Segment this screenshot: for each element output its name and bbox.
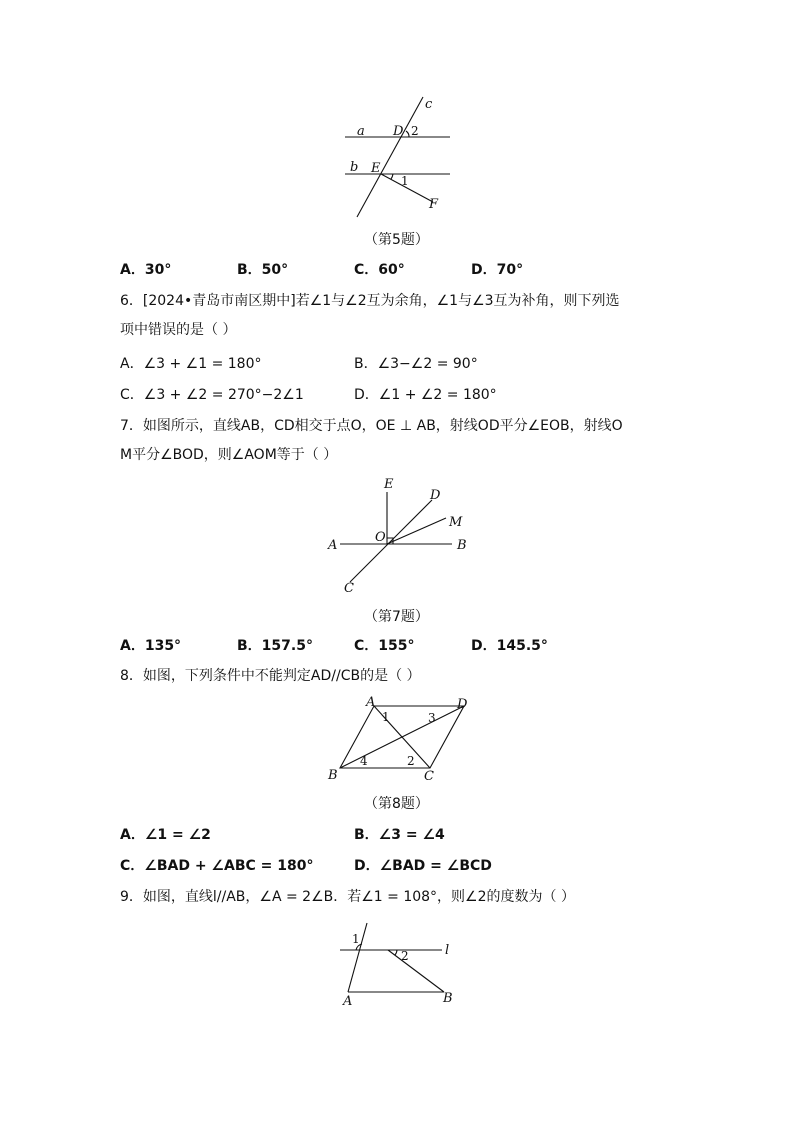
question-7-line1: 7．如图所示，直线AB，CD相交于点O，OE ⊥ AB，射线OD平分∠EOB，射线O: [120, 418, 623, 434]
option-b[interactable]: B．50°: [237, 262, 289, 278]
label-D: D: [393, 124, 404, 139]
question-6-line2: 项中错误的是（ ）: [120, 322, 237, 338]
label-b: b: [350, 160, 359, 175]
label-B: B: [457, 538, 467, 553]
question-7: [120, 412, 680, 470]
label-A: A: [328, 538, 338, 553]
figure-q7: [320, 474, 480, 599]
option-d[interactable]: D．70°: [471, 262, 524, 278]
question-9: [120, 883, 680, 912]
label-4: 4: [360, 754, 368, 768]
label-A: A: [366, 695, 376, 710]
label-l: l: [445, 943, 450, 958]
caption-q8: （第8题）: [364, 796, 429, 812]
question-6-line1: 6．[2024•青岛市南区期中]若∠1与∠2互为余角，∠1与∠3互为补角，则下列选: [120, 293, 620, 309]
option-b[interactable]: B．∠3 = ∠4: [354, 827, 445, 843]
label-2: 2: [407, 754, 415, 768]
label-C: C: [424, 769, 434, 784]
caption-q7: （第7题）: [364, 609, 429, 625]
question-8-line1: 8．如图，下列条件中不能判定AD//CB的是（ ）: [120, 668, 421, 684]
question-8: [120, 662, 680, 691]
option-c[interactable]: C．∠BAD + ∠ABC = 180°: [120, 858, 314, 874]
option-d[interactable]: D．∠BAD = ∠BCD: [354, 858, 492, 874]
angle-mark-1: [391, 174, 393, 179]
caption-q5: （第5题）: [364, 232, 429, 248]
option-a[interactable]: A．30°: [120, 262, 172, 278]
figure-q8: [320, 694, 480, 786]
option-a[interactable]: A．∠3 + ∠1 = 180°: [120, 356, 262, 372]
question-7-line2: M平分∠BOD，则∠AOM等于（ ）: [120, 447, 338, 463]
ray-OM: [387, 518, 446, 544]
label-F: F: [429, 197, 439, 212]
label-E: E: [384, 477, 394, 492]
question-9-line1: 9．如图，直线l//AB，∠A = 2∠B．若∠1 = 108°，则∠2的度数为（ ）: [120, 889, 575, 905]
label-B: B: [443, 991, 453, 1006]
label-2: 2: [411, 124, 419, 138]
option-c[interactable]: C．60°: [354, 262, 405, 278]
line-c: [357, 97, 423, 217]
option-d[interactable]: D．145.5°: [471, 638, 548, 654]
label-2: 2: [401, 949, 409, 963]
label-1: 1: [352, 932, 360, 946]
option-d[interactable]: D．∠1 + ∠2 = 180°: [354, 387, 497, 403]
label-3: 3: [428, 711, 436, 725]
angle-mark-2: [395, 950, 397, 955]
option-a[interactable]: A．∠1 = ∠2: [120, 827, 211, 843]
label-B: B: [328, 768, 338, 783]
option-c[interactable]: C．155°: [354, 638, 415, 654]
label-c: c: [425, 97, 433, 112]
label-D: D: [430, 488, 441, 503]
label-E: E: [371, 161, 381, 176]
label-D: D: [457, 697, 468, 712]
label-M: M: [449, 515, 463, 530]
label-1: 1: [401, 174, 409, 188]
label-a: a: [357, 124, 365, 139]
figure-q9: [332, 918, 472, 1008]
figure-q5: [335, 92, 465, 222]
line-CD: [350, 500, 432, 582]
label-A: A: [343, 994, 353, 1008]
label-O: O: [375, 530, 386, 545]
question-6: [120, 287, 680, 345]
label-1: 1: [382, 710, 390, 724]
label-C: C: [344, 581, 354, 596]
option-a[interactable]: A．135°: [120, 638, 182, 654]
option-b[interactable]: B．∠3−∠2 = 90°: [354, 356, 478, 372]
option-b[interactable]: B．157.5°: [237, 638, 313, 654]
angle-mark-2: [406, 131, 409, 137]
option-c[interactable]: C．∠3 + ∠2 = 270°−2∠1: [120, 387, 304, 403]
segment-B: [388, 950, 444, 992]
